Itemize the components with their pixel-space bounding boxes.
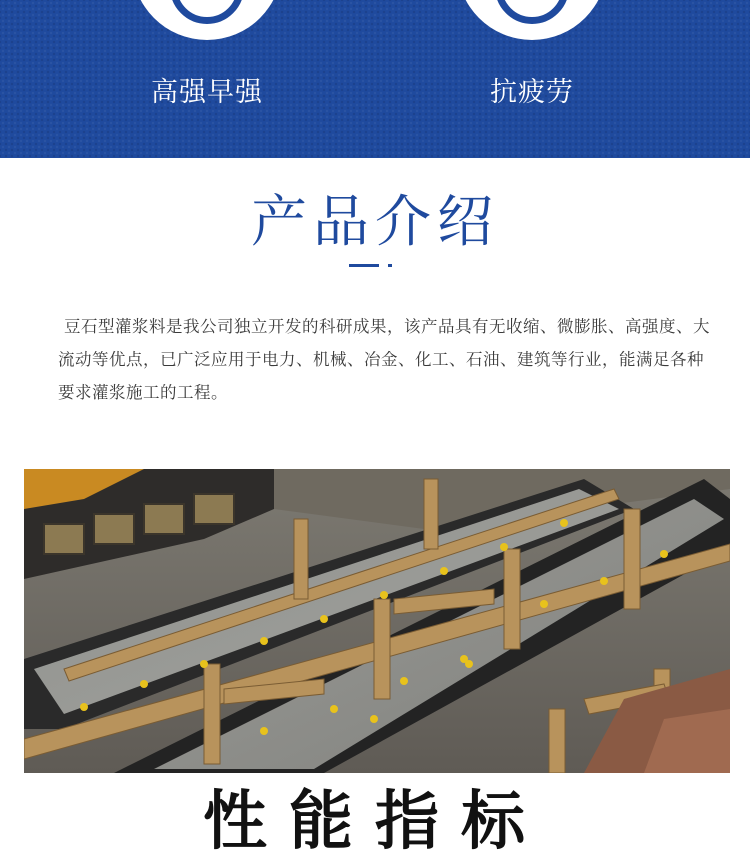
next-section-title: 性能指标 (203, 785, 547, 859)
circle-ring-icon (170, 0, 244, 24)
circle-ring-icon (495, 0, 569, 24)
feature-badge (457, 0, 607, 40)
construction-photo (24, 469, 730, 773)
title-underline-dot (388, 264, 392, 267)
feature-badge (132, 0, 282, 40)
intro-paragraph: 豆石型灌浆料是我公司独立开发的科研成果，该产品具有无收缩、微膨胀、高强度、大流动等优点，已广泛应用于电力、机械、冶金、化工、石油、建筑等行业，能满足各种要求灌浆施工的工程。 (58, 317, 710, 402)
feature-banner (0, 0, 750, 158)
feature-label: 高强早强 (151, 77, 263, 108)
feature-label: 抗疲劳 (490, 77, 574, 108)
construction-photo-illustration (24, 469, 730, 773)
section-title: 产品介绍 (251, 190, 499, 255)
title-underline (349, 264, 379, 267)
